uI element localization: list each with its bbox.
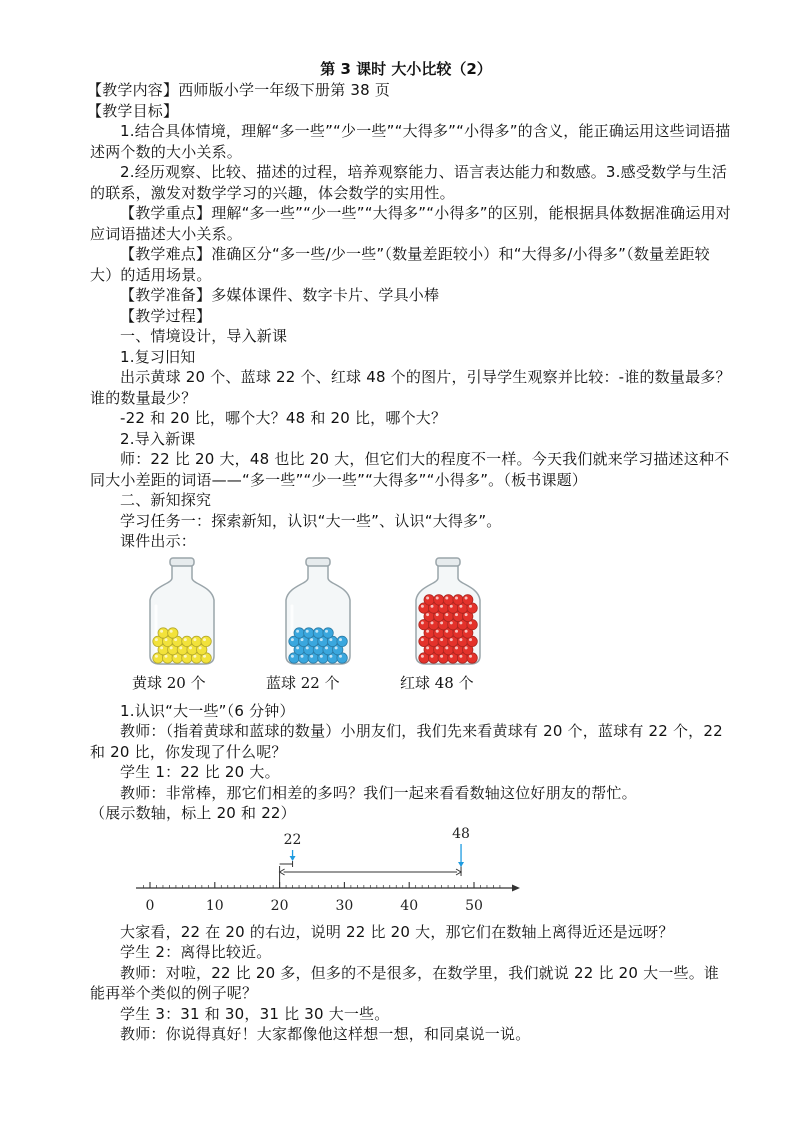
ball-highlight (436, 629, 439, 632)
ball (201, 636, 211, 646)
ball-highlight (315, 646, 318, 649)
ball-highlight (306, 646, 309, 649)
ball-highlight (469, 638, 472, 641)
ball-highlight (421, 654, 424, 657)
ball-highlight (310, 654, 313, 657)
bottle-cap (306, 558, 330, 566)
ball-highlight (459, 654, 462, 657)
ball-highlight (445, 613, 448, 616)
ball-highlight (459, 638, 462, 641)
ball (323, 627, 333, 637)
ball (434, 594, 444, 604)
ball-highlight (174, 654, 177, 657)
ball-highlight (421, 621, 424, 624)
bottle-cap (436, 558, 460, 566)
ball-highlight (155, 654, 158, 657)
ball-highlight (445, 646, 448, 649)
goal-1: 1.结合具体情境，理解“多一些”“少一些”“大得多”“小得多”的含义，能正确运用这些词语描述两个数的大小关系。 (90, 122, 731, 161)
mark-arrow-head (290, 856, 296, 861)
goals-tag: 【教学目标】 (87, 101, 179, 120)
ball-highlight (301, 638, 304, 641)
ball-highlight (436, 596, 439, 599)
number-line-svg (134, 826, 534, 922)
bottle-cap (170, 558, 194, 566)
intro-heading: 2.导入新课 (120, 429, 196, 448)
ball-highlight (459, 621, 462, 624)
ball-highlight (296, 629, 299, 632)
ball-highlight (203, 638, 206, 641)
ball-highlight (199, 646, 202, 649)
tick-label: 10 (205, 897, 224, 914)
ball-highlight (465, 613, 468, 616)
content-line (87, 80, 732, 101)
ball-highlight (440, 654, 443, 657)
ball-highlight (459, 604, 462, 607)
ball-highlight (291, 654, 294, 657)
key-tag: 【教学重点】 (120, 204, 212, 222)
ball (158, 627, 168, 637)
ball-highlight (426, 646, 429, 649)
ball-highlight (174, 638, 177, 641)
mark-label: 48 (452, 825, 470, 842)
courseware-show: 课件出示： (120, 532, 197, 550)
prep-tag: 【教学准备】 (120, 286, 212, 304)
ball-highlight (325, 646, 328, 649)
ball-highlight (436, 646, 439, 649)
ball-highlight (469, 604, 472, 607)
ball-highlight (455, 629, 458, 632)
ball-highlight (160, 646, 163, 649)
ball-highlight (421, 638, 424, 641)
ball-highlight (436, 613, 439, 616)
blue-ball-jar (266, 556, 358, 692)
section-2-heading: 二、新知探究 (120, 491, 212, 509)
ball-highlight (189, 646, 192, 649)
teacher-line-1: 教师：（指着黄球和蓝球的数量）小朋友们，我们先来看黄球有 20 个，蓝球有 22 个，22 和 20 比，你发现了什么呢？ (90, 722, 723, 761)
ball (424, 594, 434, 604)
ball-highlight (320, 654, 323, 657)
section-2-1-heading: 1.认识“大一些”（6 分钟） (120, 701, 295, 720)
ball (313, 627, 323, 637)
ball-highlight (440, 604, 443, 607)
prep-line (90, 285, 732, 306)
ball (168, 627, 178, 637)
tick-label: 20 (270, 897, 289, 914)
number-line-figure (90, 826, 732, 922)
ball-highlight (193, 638, 196, 641)
ball (294, 627, 304, 637)
teacher-line-4: 教师：对啦，22 比 20 多，但多的不是很多，在数学里，我们就说 22 比 20 大一些。谁能再举个类似的例子呢？ (90, 963, 720, 1002)
ball-highlight (306, 629, 309, 632)
ball-highlight (465, 629, 468, 632)
prep-text: 多媒体课件、数字卡片、学具小棒 (211, 286, 440, 304)
ball-highlight (184, 654, 187, 657)
ball-highlight (339, 654, 342, 657)
ball-highlight (339, 638, 342, 641)
ball (337, 636, 347, 646)
mark-label: 22 (283, 831, 302, 848)
jar-label-yellow: 黄球 20 个 (132, 673, 206, 692)
ball-highlight (165, 638, 168, 641)
ball (182, 636, 192, 646)
ball-highlight (170, 629, 173, 632)
review-text-a: 出示黄球 20 个、蓝球 22 个、红球 48 个的图片，引导学生观察并比较：-谁的数量最多？谁的数量最少？ (90, 368, 731, 407)
ball-highlight (445, 629, 448, 632)
ball (453, 594, 463, 604)
tick-label: 40 (400, 897, 419, 914)
ball-highlight (469, 654, 472, 657)
content-tag: 【教学内容】 (87, 81, 179, 99)
ball-highlight (329, 638, 332, 641)
jar-label-blue: 蓝球 22 个 (266, 673, 340, 692)
yellow-ball-jar (132, 556, 222, 692)
ball-highlight (320, 638, 323, 641)
tick-label: 50 (465, 897, 483, 914)
ball-highlight (426, 596, 429, 599)
ball-highlight (310, 638, 313, 641)
ball-highlight (193, 654, 196, 657)
show-numline-text: （展示数轴，标上 20 和 22） (90, 804, 296, 822)
tick-label: 0 (145, 897, 155, 914)
ball-highlight (450, 638, 453, 641)
ball-highlight (469, 621, 472, 624)
jar-yellow-icon (142, 556, 222, 668)
red-ball-jar (400, 556, 488, 692)
ball-highlight (465, 596, 468, 599)
ball-highlight (455, 646, 458, 649)
jar-label-red: 红球 48 个 (400, 673, 474, 692)
ball-highlight (426, 613, 429, 616)
ball (191, 636, 201, 646)
ball-highlight (450, 604, 453, 607)
ball (463, 594, 473, 604)
difficulty-line (90, 244, 732, 285)
section-1-heading: 一、情境设计，导入新课 (120, 327, 288, 345)
ball-highlight (431, 604, 434, 607)
ball-highlight (445, 596, 448, 599)
ball-highlight (465, 646, 468, 649)
teacher-line-3: 大家看，22 在 20 的右边，说明 22 比 20 大，那它们在数轴上离得近还是远呀？ (120, 922, 674, 941)
ball-highlight (431, 638, 434, 641)
page-title: 第 3 课时 大小比较（2） (320, 60, 492, 78)
key-text: 理解“多一些”“少一些”“大得多”“小得多”的区别，能根据具体数据准确运用对应词语描述大小关系。 (90, 204, 731, 243)
ball-jars-figure (90, 556, 732, 701)
intro-text: 师：22 比 20 大，48 也比 20 大，但它们大的程度不一样。今天我们就来学习描述这种不同大小差距的词语——“多一些”“少一些”“大得多”“小得多”。（板书课题） (90, 450, 730, 489)
ball-highlight (431, 654, 434, 657)
ball (304, 627, 314, 637)
ball-highlight (450, 621, 453, 624)
ball-highlight (301, 654, 304, 657)
ball-highlight (170, 646, 173, 649)
ball-highlight (329, 654, 332, 657)
mark-arrow-head (458, 862, 464, 867)
ball-highlight (165, 654, 168, 657)
tick-label: 30 (335, 897, 354, 914)
student-line-1: 学生 1：22 比 20 大。 (120, 763, 280, 781)
ball-highlight (315, 629, 318, 632)
teacher-line-2: 教师：非常棒，那它们相差的多吗？我们一起来看看数轴这位好朋友的帮忙。 (120, 783, 637, 802)
ball-highlight (184, 638, 187, 641)
ball-highlight (440, 621, 443, 624)
ball-highlight (155, 638, 158, 641)
ball-highlight (203, 654, 206, 657)
ball-highlight (325, 629, 328, 632)
ball-highlight (421, 604, 424, 607)
teacher-line-5: 教师：你说得真好！大家都像他这样想一想，和同桌说一说。 (120, 1025, 531, 1043)
jar-blue-icon (278, 556, 358, 668)
student-line-3: 学生 3：31 和 30，31 比 30 大一些。 (120, 1004, 390, 1023)
ball-highlight (335, 646, 338, 649)
difficulty-tag: 【教学难点】 (120, 245, 212, 263)
ball-highlight (291, 638, 294, 641)
ball (443, 594, 453, 604)
process-tag: 【教学过程】 (120, 306, 212, 325)
goal-2: 2.经历观察、比较、描述的过程，培养观察能力、语言表达能力和数感。3.感受数学与生活的联系，激发对数学学习的兴趣，体会数学的实用性。 (90, 163, 728, 202)
ball-highlight (455, 613, 458, 616)
ball-highlight (440, 638, 443, 641)
review-text-b: -22 和 20 比，哪个大？48 和 20 比，哪个大？ (120, 409, 447, 427)
ball-highlight (426, 629, 429, 632)
ball-highlight (160, 629, 163, 632)
axis-arrow (512, 884, 520, 891)
key-line (90, 203, 732, 244)
ball-highlight (296, 646, 299, 649)
jar-red-icon (408, 556, 488, 668)
lesson-page (87, 58, 732, 1045)
ball-highlight (179, 646, 182, 649)
review-heading: 1.复习旧知 (120, 347, 196, 366)
task-1-text: 学习任务一：探索新知，认识“大一些”、认识“大得多”。 (120, 511, 502, 530)
ball-highlight (431, 621, 434, 624)
student-line-2: 学生 2：离得比较近。 (120, 943, 272, 961)
ball-highlight (450, 654, 453, 657)
content-text: 西师版小学一年级下册第 38 页 (178, 81, 391, 99)
ball-highlight (455, 596, 458, 599)
difficulty-text: 准确区分“多一些/少一些”（数量差距较小）和“大得多/小得多”（数量差距较大）的适用场景。 (90, 245, 710, 284)
